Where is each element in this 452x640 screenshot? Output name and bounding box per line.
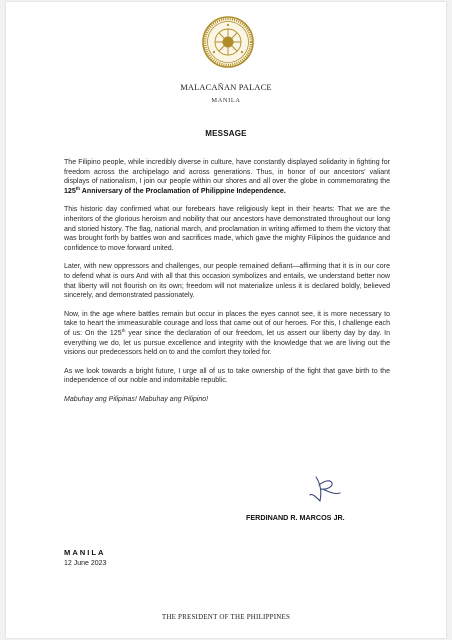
paragraph-4-text-a: Now, in the age where battles remain but occur in places the eyes cannot see, it is more necessary to take to heart the immeasurable courage and loss that came out of our heroes. For this, I challenge each of us: On the 125 [64,310,390,337]
palace-name: MALACAÑAN PALACE [180,83,272,92]
anniversary-phrase [64,185,286,195]
handwritten-signature [302,473,348,507]
anniversary-text: Anniversary of the Proclamation of Philippine Independence. [80,187,286,195]
paragraph-2: This historic day confirmed what our forebears have religiously kept in their hearts: That we are the inheritors of the glorious heroism and nobility that our ancestors have demonstrated throughout our long and storied history. The flag, national march, and proclamation in writing affirmed to them the victory that was brought forth by battles won and sacrifices made, which gave the mighty Filipinos the guidance and confidence to move forward united. [64,206,390,252]
presidential-seal-icon [202,16,254,68]
paragraph-1-text: The Filipino people, while incredibly diverse in culture, have constantly displayed solidarity in fighting for freedom across the archipelago and across generations. Thus, in honor of our ancestors' valiant displays of nationalism, I join our people within our shores and all over the globe in commemorating the [64,159,390,186]
dateline-date: 12 June 2023 [64,560,107,567]
anniversary-number: 125 [64,187,76,195]
paragraph-1 [64,158,390,196]
closing-line: Mabuhay ang Pilipinas! Mabuhay ang Pilipino! [64,395,209,403]
letter-page [6,2,446,638]
ordinal-suffix: th [121,327,126,333]
paragraph-5: As we look towards a bright future, I urge all of us to take ownership of the fight that gave birth to the independence of our noble and indomitable republic. [64,367,390,385]
message-heading: MESSAGE [205,129,247,138]
ordinal-suffix: th [75,185,81,191]
paragraph-3: Later, with new oppressors and challenges, our people remained defiant—affirming that it is in our core to defend what is ours And with all that this occasion symbolizes and entails, we understand better now that liberty will not flourish on its own; freedom will not materialize unless it is declared boldly, believed sincerely, and demonstrated passionately. [64,263,390,300]
message-body [64,158,390,413]
dateline-place: MANILA [64,548,106,557]
palace-city: MANILA [211,97,241,104]
paragraph-4 [64,310,390,358]
signatory-name: FERDINAND R. MARCOS JR. [246,513,345,522]
footer-title: THE PRESIDENT OF THE PHILIPPINES [161,613,291,621]
paragraph-4-text-b: year since the declaration of our freedom, let us assert our liberty day by day. In everything we do, let us pursue excellence and integrity with the knowledge that we are living out the visions our predecessors held on to and the comfort they toiled for. [64,329,390,357]
